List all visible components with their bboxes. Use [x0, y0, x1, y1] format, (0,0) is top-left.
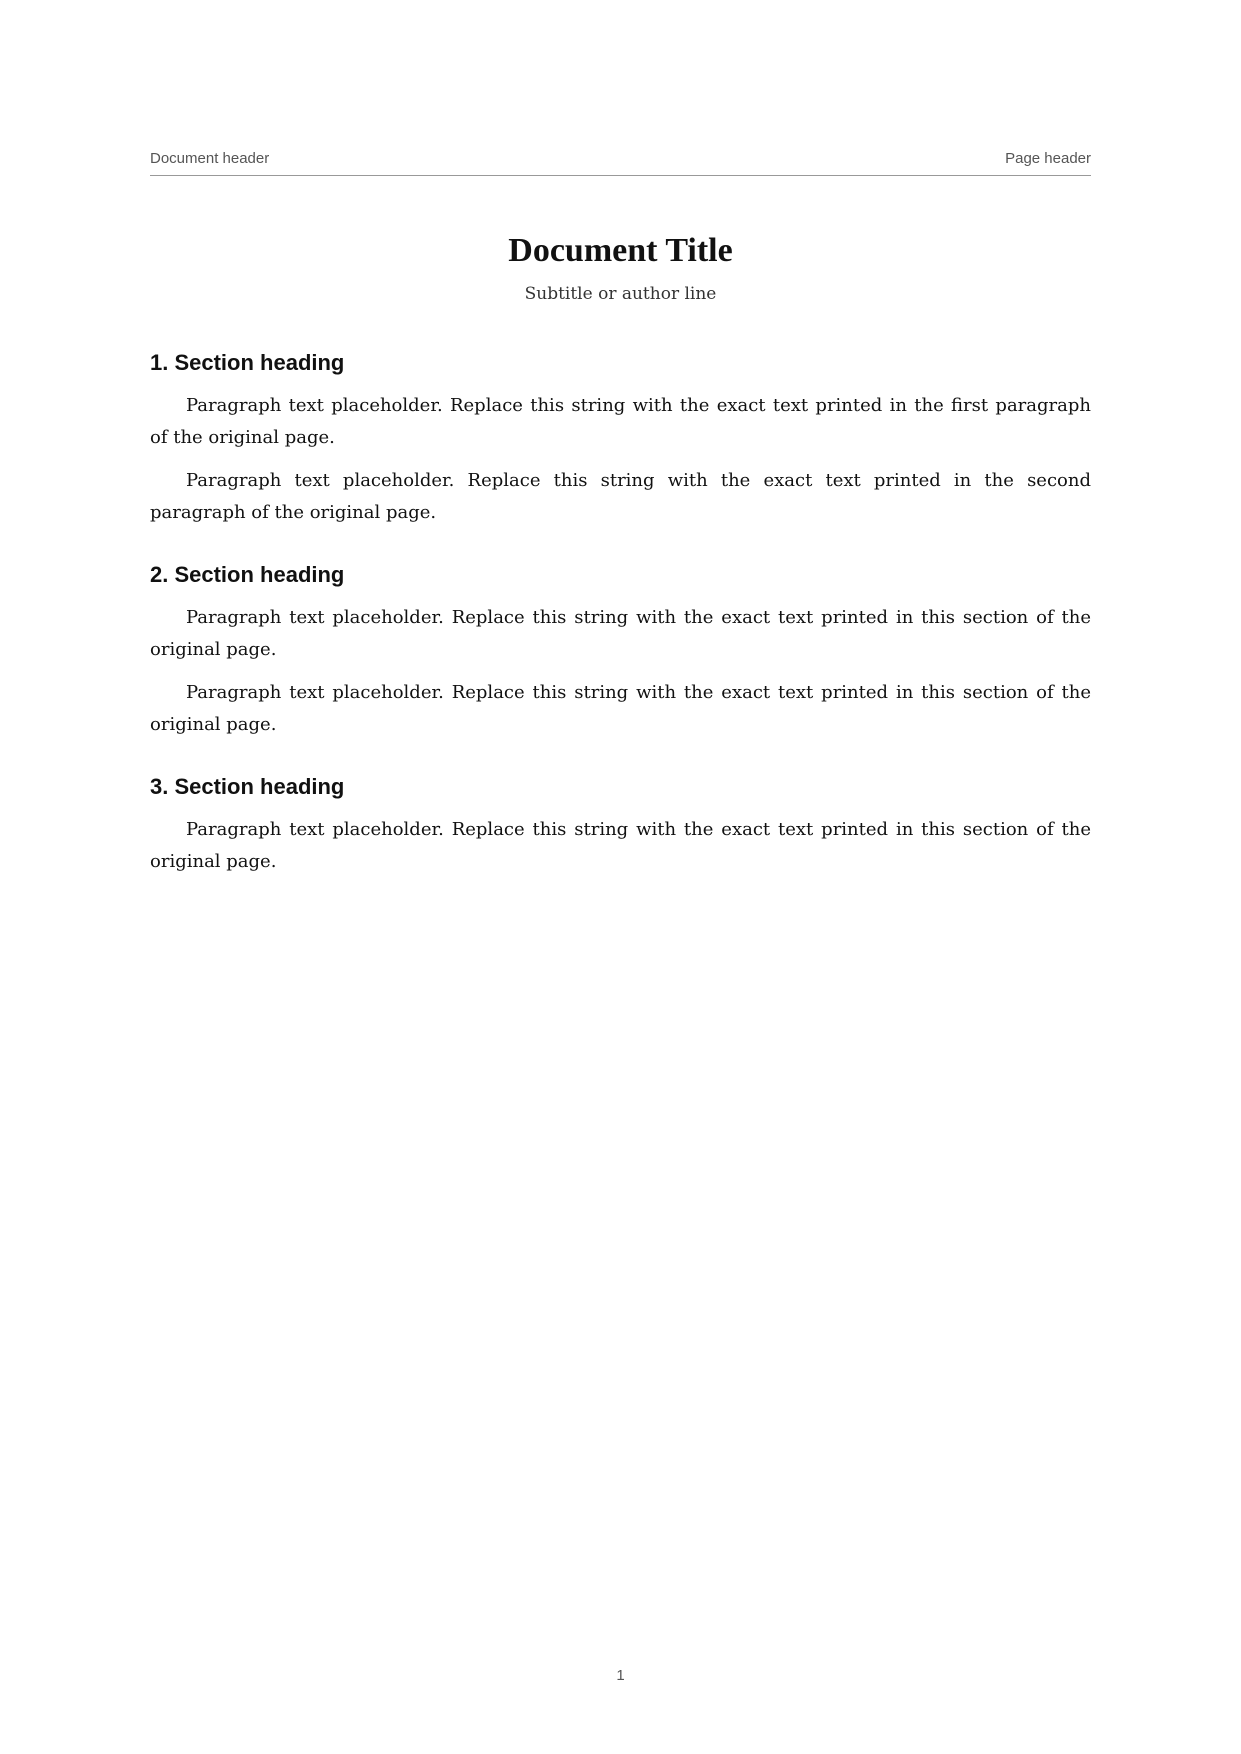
section-heading: 3. Section heading — [150, 774, 345, 799]
header-left-text: Document header — [150, 150, 270, 167]
document-section — [150, 562, 1091, 740]
section-heading: 1. Section heading — [150, 350, 345, 375]
section-heading: 2. Section heading — [150, 562, 345, 587]
document-body — [150, 350, 1091, 877]
page-number: 1 — [616, 1667, 625, 1684]
document-subtitle: Subtitle or author line — [524, 284, 717, 304]
page-footer — [150, 1667, 1091, 1684]
body-paragraph: Paragraph text placeholder. Replace this string with the exact text printed in this section of the original page. — [150, 819, 1091, 872]
document-section — [150, 774, 1091, 877]
page-header — [150, 150, 1091, 176]
body-paragraph: Paragraph text placeholder. Replace this string with the exact text printed in the first paragraph of the original page. — [150, 395, 1091, 448]
document-section — [150, 350, 1091, 528]
body-paragraph: Paragraph text placeholder. Replace this string with the exact text printed in this section of the original page. — [150, 682, 1091, 735]
document-title: Document Title — [508, 232, 733, 269]
header-right-text: Page header — [1005, 150, 1091, 167]
body-paragraph: Paragraph text placeholder. Replace this string with the exact text printed in this section of the original page. — [150, 607, 1091, 660]
body-paragraph: Paragraph text placeholder. Replace this string with the exact text printed in the second paragraph of the original page. — [150, 470, 1091, 523]
